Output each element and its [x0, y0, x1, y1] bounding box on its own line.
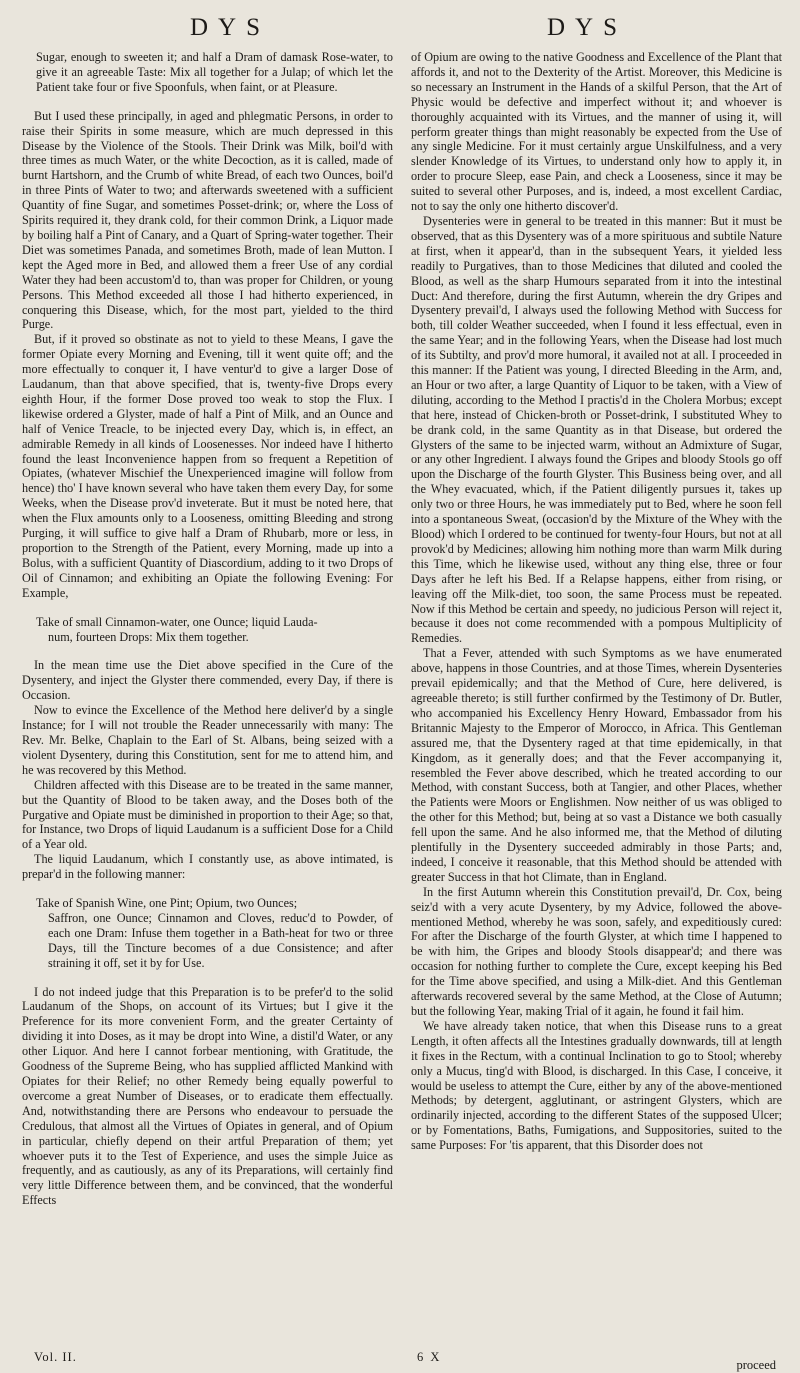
paragraph: That a Fever, attended with such Symptoms as we have enumerated above, happens in those Countries, and at those Times, wherein Dysenteries prevail epidemically; and that the Method of Cure, here delivered, is agreeable thereto; is still further confirmed by the Testimony of Dr. Butler, who accompanied his Excellency Henry Howard, Embassador from his Britannic Majesty to the Emperor of Morocco, in Africa. This Gentleman assured me, that the Dysentery raged at that time epidemically, in that Kingdom, as it generally does; and that the Fever accompanying it, resembled the Fever above described, which he treated according to our Method, with constant Success, both at Tangier, and other Places, whether the Patients were Moors or Englishmen. Now neither of us was obliged to the other for this Method; but, being at so vast a Distance we both casually fell upon the same. And he also informed me, that the Method of diluting plentifully in the Dysentery succeeded admirably in those Parts; and, indeed, I conceive it reasonable, that this Method should be attended with greater Success in that hot Climate, than in England.	[411, 646, 782, 884]
recipe-continuation: num, fourteen Drops: Mix them together.	[48, 629, 249, 644]
paragraph: But I used these principally, in aged and phlegmatic Persons, in order to raise their Spirits in some measure, which are much depressed in this Disease by the Violence of the Stools. Their Drink was Milk, boil'd with three times as much Water, or the white Decoction, as it is called, made of burnt Hartshorn, and the Crumb of white Bread, of each two Ounces, boil'd in three Pints of Water to two; and afterwards sweetened with a sufficient Quantity of fine Sugar, and sometimes Posset-drink; or, where the Loss of Spirits required it, they drank cold, for their common Drink, a Liquor made by boiling half a Pint of Canary, and a Quart of Spring-water together. Their Diet was sometimes Panada, and sometimes Broth, made of lean Mutton. I kept the Aged more in Bed, and allowed them a freer Use of any cordial Water they had been accustom'd to, than was proper for Children, or young Persons. This Method exceeded all those I had hitherto experienced, in conquering this Disease, which, for the most part, yielded to the third Purge.	[22, 108, 393, 332]
left-column	[22, 50, 393, 1343]
right-column	[411, 50, 782, 1343]
recipe-line: Take of small Cinnamon-water, one Ounce; liquid Lauda-	[36, 614, 318, 629]
running-head	[22, 14, 782, 48]
running-head-right: DYS	[547, 14, 628, 41]
recipe-block	[22, 615, 393, 645]
text-columns	[22, 50, 782, 1343]
paragraph: We have already taken notice, that when this Disease runs to a great Length, it often affects all the Intestines gradually downwards, till at length it fixes in the Rectum, with a continual Inclination to go to Stool; whereby only a Mucus, ting'd with Blood, is discharged. In this Case, I conceive, it would be useless to attempt the Cure, either by any of the above-mentioned Methods; by detergent, agglutinant, or astringent Glysters, which are ordinarily injected, according to the different States of the supposed Ulcer; or by Fomentations, Baths, Fumigations, and Suppositories, suited to the same Purposes: For 'tis apparent, that this Disorder does not	[411, 1018, 782, 1153]
paragraph: Children affected with this Disease are to be treated in the same manner, but the Quantity of Blood to be taken away, and the Doses both of the Purgative and Opiate must be diminished in proportion to their Age; so that, for Instance, two Drops of liquid Laudanum is a sufficient Dose for a Child of a Year old.	[22, 777, 393, 852]
paragraph: In the mean time use the Diet above specified in the Cure of the Dysentery, and inject the Glyster there commended, every Day, if there is Occasion.	[22, 658, 393, 703]
recipe-block	[22, 896, 393, 971]
running-head-left: DYS	[190, 14, 271, 41]
recipe-line: Take of Spanish Wine, one Pint; Opium, two Ounces;	[36, 896, 298, 911]
recipe-continuation: Saffron, one Ounce; Cinnamon and Cloves, reduc'd to Powder, of each one Dram: Infuse them together in a Bath-heat for two or three Days, till the Tincture becomes of a due Consistence; and after straining it off, set it by for Use.	[48, 910, 393, 970]
paragraph: of Opium are owing to the native Goodness and Excellence of the Plant that affords it, and not to the Dexterity of the Artist. Moreover, this Medicine is so necessary an Instrument in the Hands of a skilful Person, that the Art of Physic would be defective and imperfect without it; and whoever is thoroughly acquainted with its Virtues, and the manner of using it, will perform greater things than might reasonably be expected from the Use of any single Medicine. For it must certainly argue Unskilfulness, and a very slender Knowledge of its Virtues, to understand only how to apply it, in order to procure Sleep, ease Pain, and check a Looseness, since it may be suited to several other Purposes, and is, indeed, a most excellent Cardiac, not to say the only one hitherto discover'd.	[411, 50, 782, 214]
catchword: proceed	[736, 1358, 776, 1372]
volume-label: Vol. II.	[34, 1350, 77, 1364]
paragraph: But, if it proved so obstinate as not to yield to these Means, I gave the former Opiate every Morning and Evening, till it went quite off; and the more effectually to conquer it, I have ventur'd to give a larger Dose of Laudanum, than that above specified, that is, twenty-five Drops every eighth Hour, if the former Dose proved too weak to stop the Flux. I likewise ordered a Glyster, made of half a Pint of Milk, and an Ounce and half of Venice Treacle, to be injected every Day, which is, in effect, an admirable Remedy in all kinds of Loosenesses. Nor indeed have I hitherto found the least Inconvenience happen from so frequent a Repetition of Opiates, (whatever Mischief the Unexperienced imagine will follow from hence) tho' I have known several who have taken them every Day, for some Weeks, when the Disease prov'd inveterate. But it must be noted here, that when the Flux amounts only to a Looseness, omitting Bleeding and strong Purging, it will suffice to give half a Dram of Rhubarb, more or less, in proportion to the Strength of the Patient, every Morning, made up into a Bolus, with a sufficient Quantity of Diascordium, adding to it two Drops of Oil of Cinnamon; and exhibiting an Opiate the following Evening: For Example,	[22, 332, 393, 600]
page-footer	[22, 1345, 782, 1372]
paragraph: Now to evince the Excellence of the Method here deliver'd by a single Instance; for I will not trouble the Reader unnecessarily with many: The Rev. Mr. Belke, Chaplain to the Earl of St. Albans, being seized with a violent Dysentery, during this Constitution, sent for me to attend him, and he was recovered by this Method.	[22, 703, 393, 777]
paragraph: Sugar, enough to sweeten it; and half a Dram of damask Rose-water, to give it an agreeable Taste: Mix all together for a Julap; of which let the Patient take four or five Spoonfuls, when faint, or at Pleasure.	[36, 50, 393, 94]
paragraph: The liquid Laudanum, which I constantly use, as above intimated, is prepar'd in the following manner:	[22, 852, 393, 882]
signature-mark: 6 X	[417, 1350, 442, 1364]
paragraph: I do not indeed judge that this Preparation is to be prefer'd to the solid Laudanum of the Shops, on account of its Virtues; but I give it the Preference for its more convenient Form, and the greater Certainty of dividing it into Doses, as it may be dropt into Wine, a distil'd Water, or any other Liquor. And here I cannot forbear mentioning, with Gratitude, the Goodness of the Supreme Being, who has supplied afflicted Mankind with Opiates for their Relief; no other Remedy being equally powerful to overcome a great Number of Diseases, or to eradicate them effectually. And, notwithstanding there are Persons who endeavour to persuade the Credulous, that almost all the Virtues of Opiates in general, and of Opium in particular, chiefly depend on their artful Preparation of them; yet whoever puts it to the Test of Experience, and uses the simple Juice as frequently, and as cautiously, as any of its Preparations, will certainly find very little Difference between them, and be convinced, that the wonderful Effects	[22, 984, 393, 1208]
paragraph: Dysenteries were in general to be treated in this manner: But it must be observed, that as this Dysentery was of a more spirituous and subtile Nature at first, when it appear'd, than in the subsequent Years, it yielded less readily to Purgatives, than to those Medicines that diluted and cooled the Blood, as well as the sharp Humours separated from it into the intestinal Duct: And therefore, during the first Autumn, wherein the dry Gripes and Dysentery prevail'd, I always used the following Method with Success for both, till colder Weather succeeded, when I found it less effectual, even in the same Year; and in the following Years, when the Disease had lost much of its Subtilty, and prov'd more humoral, it availed not at all. I proceeded in this manner: If the Patient was young, I directed Bleeding in the Arm, and, an Hour or two after, a large Quantity of Liquor to be taken, with a View of diluting, according to the Method I practis'd in the Cholera Morbus; except that here, instead of Chicken-broth or Posset-drink, I substituted Whey to be drank cold, in the same Quantity as in that Disease, but ordered the Glysters of the same to be injected warm, without an Admixture of Sugar, or any other Ingredient. I always found the Gripes and bloody Stools go off upon the Discharge of the fourth Glyster. This Business being over, and all the Whey evacuated, which, if the Patient diligently pursues it, takes up only two or three Hours, he was immediately put to Bed, where he soon fell into a spontaneous Sweat, (occasion'd by the Mixture of the Whey with the Blood) which I ordered to be continued for twenty-four Hours, but not at all provok'd by Medicines; allowing him nothing more than warm Milk during this Time, which he likewise used, without any thing else, three or four Days after he left his Bed. If a Relapse happens, either from rising, or leaving off the Milk-diet, too soon, the same Process must be repeated. Now if this Method be certain and speedy, no judicious Person will reject it, because it does not come recommended with a pompous Multiplicity of Remedies.	[411, 213, 782, 646]
paragraph: In the first Autumn wherein this Constitution prevail'd, Dr. Cox, being seiz'd with a very acute Dysentery, by my Advice, followed the above-mentioned Method, whereby he was soon, safely, and expeditiously cured: For after the Discharge of the fourth Glyster, at which time I happened to be with him, the Gripes and bloody Stools disappear'd; and there was occasion for nothing further to complete the Cure, except keeping his Bed for the Time above specified, and using a Milk-diet. And this Gentleman afterwards recovered several by the same Method, at the Close of Autumn; but the following Year, making Trial of it again, he found it fail him.	[411, 884, 782, 1018]
